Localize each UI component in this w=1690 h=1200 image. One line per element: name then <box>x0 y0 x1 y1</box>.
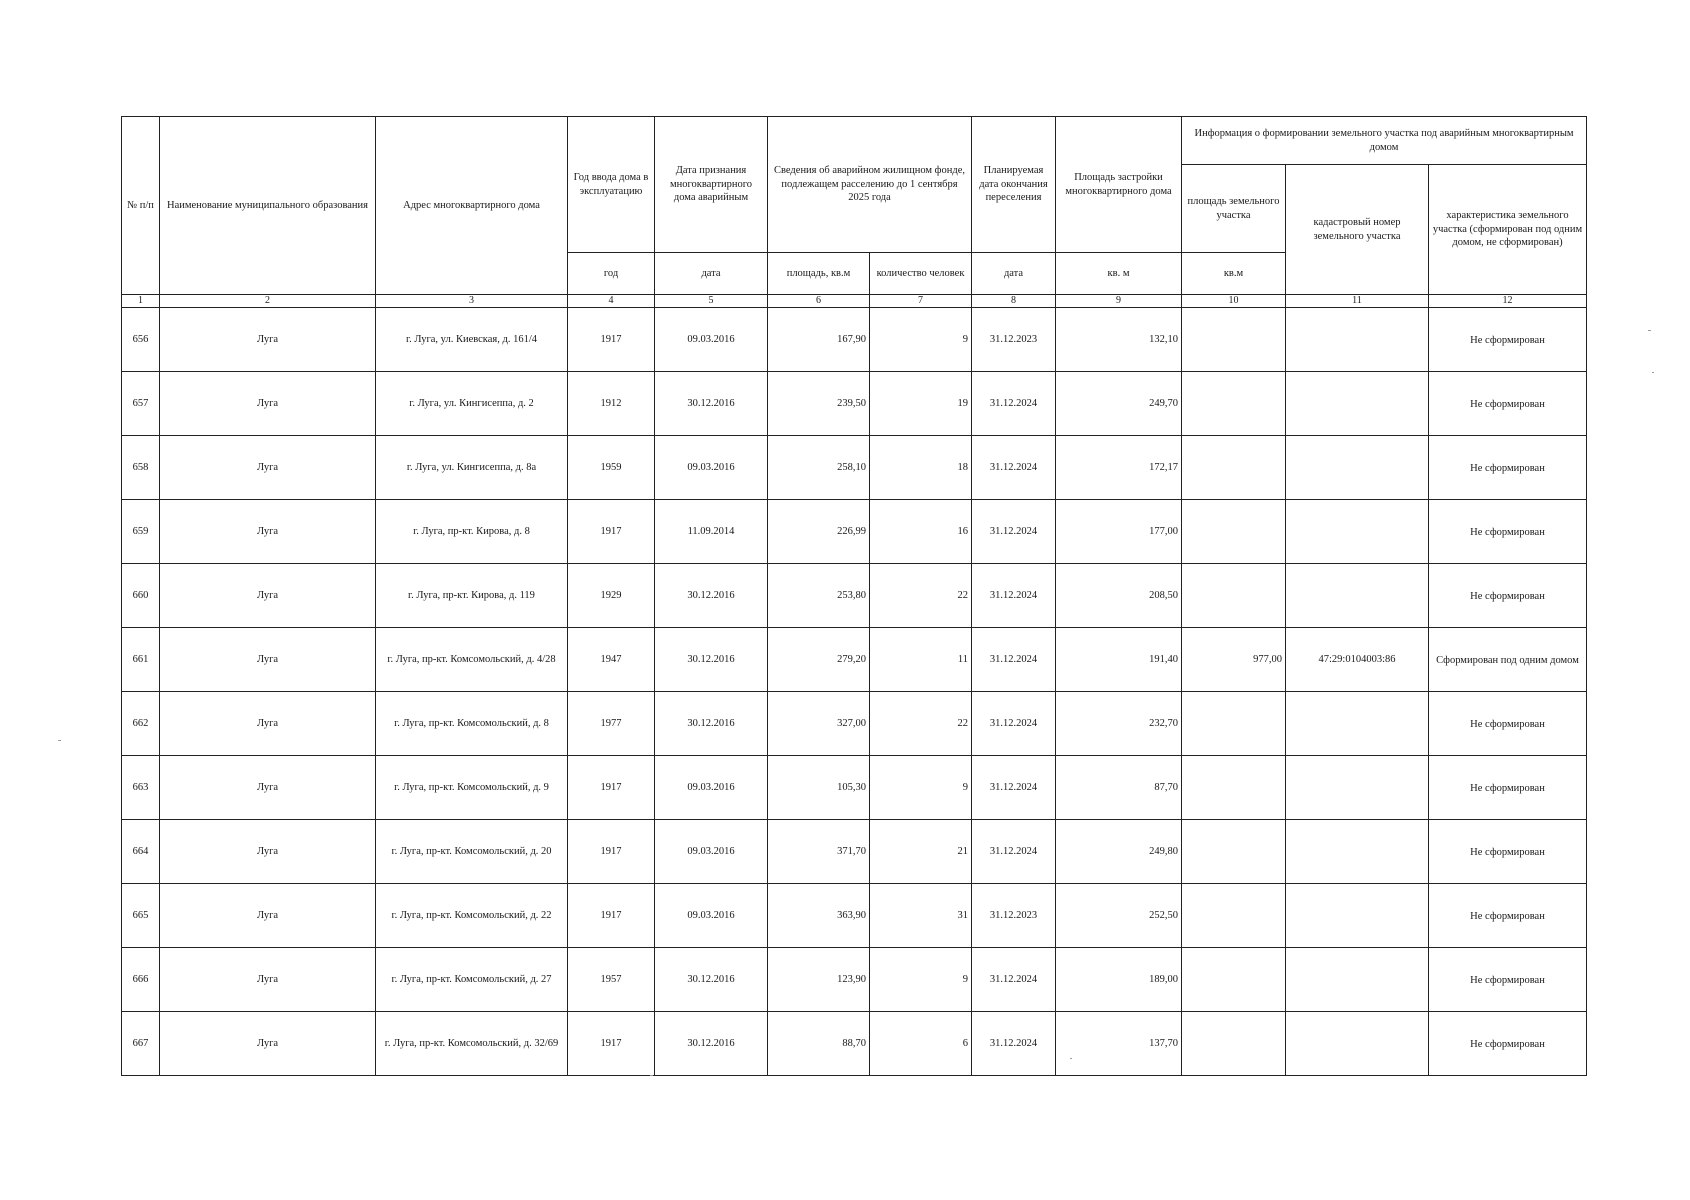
cell-land-area: 977,00 <box>1182 628 1286 692</box>
cell-address: г. Луга, пр-кт. Комсомольский, д. 22 <box>376 884 568 948</box>
cell-year-built: 1977 <box>568 692 655 756</box>
cell-date-recognized: 09.03.2016 <box>655 884 768 948</box>
cell-year-built: 1917 <box>568 756 655 820</box>
table-row <box>122 820 1587 884</box>
header-date-recognized: Дата признания многоквартирного дома аварийным <box>655 117 768 253</box>
cell-date-recognized: 30.12.2016 <box>655 628 768 692</box>
cell-built-area: 208,50 <box>1056 564 1182 628</box>
header-land-characteristic: характеристика земельного участка (сформирован под одним домом, не сформирован) <box>1429 165 1587 295</box>
cell-built-area: 249,80 <box>1056 820 1182 884</box>
unit-planned-date: дата <box>972 253 1056 295</box>
cell-land-area <box>1182 372 1286 436</box>
cell-num: 663 <box>122 756 160 820</box>
cell-year-built: 1917 <box>568 884 655 948</box>
cell-people: 11 <box>870 628 972 692</box>
table-row <box>122 500 1587 564</box>
cell-built-area: 137,70 <box>1056 1012 1182 1076</box>
cell-planned-date: 31.12.2024 <box>972 756 1056 820</box>
table-row <box>122 948 1587 1012</box>
cell-people: 31 <box>870 884 972 948</box>
cell-land-status: Не сформирован <box>1429 884 1587 948</box>
cell-people: 22 <box>870 692 972 756</box>
header-emergency-fund: Сведения об аварийном жилищном фонде, подлежащем расселению до 1 сентября 2025 года <box>768 117 972 253</box>
cell-year-built: 1917 <box>568 820 655 884</box>
scan-speck <box>650 1075 653 1076</box>
header-land-area: площадь земельного участка <box>1182 165 1286 253</box>
cell-planned-date: 31.12.2024 <box>972 372 1056 436</box>
unit-people: количество человек <box>870 253 972 295</box>
cell-built-area: 252,50 <box>1056 884 1182 948</box>
cell-address: г. Луга, пр-кт. Комсомольский, д. 27 <box>376 948 568 1012</box>
cell-planned-date: 31.12.2024 <box>972 436 1056 500</box>
cell-planned-date: 31.12.2024 <box>972 500 1056 564</box>
cell-year-built: 1957 <box>568 948 655 1012</box>
cell-num: 667 <box>122 1012 160 1076</box>
cell-people: 18 <box>870 436 972 500</box>
cell-area: 88,70 <box>768 1012 870 1076</box>
cell-municipality: Луга <box>160 628 376 692</box>
column-number: 5 <box>655 295 768 308</box>
table-row <box>122 564 1587 628</box>
cell-people: 9 <box>870 308 972 372</box>
header-planned-date: Планируемая дата окончания переселения <box>972 117 1056 253</box>
cell-people: 16 <box>870 500 972 564</box>
cell-built-area: 232,70 <box>1056 692 1182 756</box>
header-num: № п/п <box>122 117 160 295</box>
cell-address: г. Луга, пр-кт. Комсомольский, д. 8 <box>376 692 568 756</box>
cell-year-built: 1917 <box>568 308 655 372</box>
table-body <box>122 308 1587 1076</box>
cell-area: 239,50 <box>768 372 870 436</box>
cell-land-status: Сформирован под одним домом <box>1429 628 1587 692</box>
column-number: 9 <box>1056 295 1182 308</box>
cell-municipality: Луга <box>160 948 376 1012</box>
header-land-info: Информация о формировании земельного участка под аварийным многоквартирным домом <box>1182 117 1587 165</box>
header-built-area: Площадь застройки многоквартирного дома <box>1056 117 1182 253</box>
cell-cadastral <box>1286 500 1429 564</box>
cell-num: 665 <box>122 884 160 948</box>
document-sheet <box>121 116 1587 1076</box>
cell-num: 660 <box>122 564 160 628</box>
column-number: 12 <box>1429 295 1587 308</box>
cell-municipality: Луга <box>160 500 376 564</box>
cell-cadastral <box>1286 884 1429 948</box>
cell-num: 656 <box>122 308 160 372</box>
column-number: 10 <box>1182 295 1286 308</box>
unit-year: год <box>568 253 655 295</box>
cell-land-area <box>1182 692 1286 756</box>
cell-area: 105,30 <box>768 756 870 820</box>
cell-address: г. Луга, пр-кт. Комсомольский, д. 9 <box>376 756 568 820</box>
column-number: 4 <box>568 295 655 308</box>
header-cadastral: кадастровый номер земельного участка <box>1286 165 1429 295</box>
table-row <box>122 884 1587 948</box>
cell-address: г. Луга, пр-кт. Комсомольский, д. 32/69 <box>376 1012 568 1076</box>
cell-date-recognized: 09.03.2016 <box>655 820 768 884</box>
column-number: 7 <box>870 295 972 308</box>
cell-land-status: Не сформирован <box>1429 436 1587 500</box>
cell-cadastral <box>1286 1012 1429 1076</box>
cell-cadastral <box>1286 372 1429 436</box>
cell-address: г. Луга, ул. Кингисеппа, д. 2 <box>376 372 568 436</box>
cell-year-built: 1917 <box>568 1012 655 1076</box>
cell-built-area: 189,00 <box>1056 948 1182 1012</box>
cell-municipality: Луга <box>160 308 376 372</box>
cell-people: 22 <box>870 564 972 628</box>
cell-year-built: 1929 <box>568 564 655 628</box>
cell-land-area <box>1182 948 1286 1012</box>
unit-date: дата <box>655 253 768 295</box>
cell-area: 123,90 <box>768 948 870 1012</box>
cell-address: г. Луга, пр-кт. Кирова, д. 119 <box>376 564 568 628</box>
cell-land-status: Не сформирован <box>1429 820 1587 884</box>
cell-address: г. Луга, ул. Киевская, д. 161/4 <box>376 308 568 372</box>
cell-land-status: Не сформирован <box>1429 564 1587 628</box>
cell-built-area: 132,10 <box>1056 308 1182 372</box>
cell-land-status: Не сформирован <box>1429 1012 1587 1076</box>
column-number: 1 <box>122 295 160 308</box>
cell-address: г. Луга, пр-кт. Кирова, д. 8 <box>376 500 568 564</box>
cell-municipality: Луга <box>160 884 376 948</box>
cell-planned-date: 31.12.2024 <box>972 628 1056 692</box>
cell-cadastral: 47:29:0104003:86 <box>1286 628 1429 692</box>
table-row <box>122 756 1587 820</box>
scan-speck <box>1648 330 1651 331</box>
cell-area: 167,90 <box>768 308 870 372</box>
cell-land-status: Не сформирован <box>1429 500 1587 564</box>
cell-num: 661 <box>122 628 160 692</box>
cell-date-recognized: 11.09.2014 <box>655 500 768 564</box>
cell-land-area <box>1182 884 1286 948</box>
cell-planned-date: 31.12.2024 <box>972 820 1056 884</box>
cell-planned-date: 31.12.2024 <box>972 1012 1056 1076</box>
column-number: 6 <box>768 295 870 308</box>
cell-land-area <box>1182 1012 1286 1076</box>
cell-date-recognized: 30.12.2016 <box>655 692 768 756</box>
cell-date-recognized: 09.03.2016 <box>655 308 768 372</box>
cell-built-area: 191,40 <box>1056 628 1182 692</box>
cell-planned-date: 31.12.2023 <box>972 884 1056 948</box>
cell-address: г. Луга, ул. Кингисеппа, д. 8а <box>376 436 568 500</box>
cell-municipality: Луга <box>160 820 376 884</box>
cell-land-area <box>1182 756 1286 820</box>
cell-area: 327,00 <box>768 692 870 756</box>
cell-area: 258,10 <box>768 436 870 500</box>
cell-land-area <box>1182 820 1286 884</box>
cell-date-recognized: 30.12.2016 <box>655 1012 768 1076</box>
cell-built-area: 87,70 <box>1056 756 1182 820</box>
cell-num: 664 <box>122 820 160 884</box>
cell-built-area: 177,00 <box>1056 500 1182 564</box>
cell-address: г. Луга, пр-кт. Комсомольский, д. 20 <box>376 820 568 884</box>
cell-area: 371,70 <box>768 820 870 884</box>
unit-land-sqm: кв.м <box>1182 253 1286 295</box>
cell-people: 21 <box>870 820 972 884</box>
table-row <box>122 436 1587 500</box>
cell-area: 226,99 <box>768 500 870 564</box>
cell-num: 662 <box>122 692 160 756</box>
cell-address: г. Луга, пр-кт. Комсомольский, д. 4/28 <box>376 628 568 692</box>
column-number: 8 <box>972 295 1056 308</box>
cell-area: 279,20 <box>768 628 870 692</box>
cell-cadastral <box>1286 820 1429 884</box>
column-number: 2 <box>160 295 376 308</box>
table-row <box>122 372 1587 436</box>
cell-land-status: Не сформирован <box>1429 308 1587 372</box>
table-row <box>122 628 1587 692</box>
cell-municipality: Луга <box>160 372 376 436</box>
cell-date-recognized: 09.03.2016 <box>655 436 768 500</box>
cell-land-status: Не сформирован <box>1429 948 1587 1012</box>
cell-people: 9 <box>870 948 972 1012</box>
cell-people: 9 <box>870 756 972 820</box>
cell-land-area <box>1182 564 1286 628</box>
cell-year-built: 1912 <box>568 372 655 436</box>
emergency-housing-table <box>121 116 1587 1076</box>
cell-planned-date: 31.12.2024 <box>972 948 1056 1012</box>
cell-people: 19 <box>870 372 972 436</box>
cell-num: 659 <box>122 500 160 564</box>
scan-speck <box>1070 1058 1072 1059</box>
cell-year-built: 1947 <box>568 628 655 692</box>
table-row <box>122 308 1587 372</box>
unit-area: площадь, кв.м <box>768 253 870 295</box>
column-number: 3 <box>376 295 568 308</box>
cell-land-status: Не сформирован <box>1429 756 1587 820</box>
cell-planned-date: 31.12.2023 <box>972 308 1056 372</box>
cell-date-recognized: 30.12.2016 <box>655 372 768 436</box>
cell-planned-date: 31.12.2024 <box>972 692 1056 756</box>
cell-cadastral <box>1286 692 1429 756</box>
unit-built-sqm: кв. м <box>1056 253 1182 295</box>
header-address: Адрес многоквартирного дома <box>376 117 568 295</box>
cell-land-status: Не сформирован <box>1429 692 1587 756</box>
cell-municipality: Луга <box>160 756 376 820</box>
cell-municipality: Луга <box>160 692 376 756</box>
column-number-row <box>122 295 1587 308</box>
cell-num: 666 <box>122 948 160 1012</box>
cell-date-recognized: 30.12.2016 <box>655 948 768 1012</box>
cell-date-recognized: 30.12.2016 <box>655 564 768 628</box>
cell-municipality: Луга <box>160 1012 376 1076</box>
cell-date-recognized: 09.03.2016 <box>655 756 768 820</box>
cell-area: 363,90 <box>768 884 870 948</box>
cell-area: 253,80 <box>768 564 870 628</box>
cell-planned-date: 31.12.2024 <box>972 564 1056 628</box>
cell-cadastral <box>1286 948 1429 1012</box>
cell-land-area <box>1182 308 1286 372</box>
scan-speck <box>1652 372 1654 373</box>
table-row <box>122 692 1587 756</box>
header-year-built: Год ввода дома в эксплуатацию <box>568 117 655 253</box>
header-municipality: Наименование муниципального образования <box>160 117 376 295</box>
scan-speck <box>58 740 61 741</box>
table-row <box>122 1012 1587 1076</box>
cell-num: 658 <box>122 436 160 500</box>
cell-municipality: Луга <box>160 564 376 628</box>
cell-cadastral <box>1286 436 1429 500</box>
cell-people: 6 <box>870 1012 972 1076</box>
cell-land-status: Не сформирован <box>1429 372 1587 436</box>
cell-year-built: 1917 <box>568 500 655 564</box>
cell-num: 657 <box>122 372 160 436</box>
cell-land-area <box>1182 436 1286 500</box>
cell-land-area <box>1182 500 1286 564</box>
cell-cadastral <box>1286 756 1429 820</box>
cell-built-area: 249,70 <box>1056 372 1182 436</box>
cell-built-area: 172,17 <box>1056 436 1182 500</box>
column-number: 11 <box>1286 295 1429 308</box>
table-header <box>122 117 1587 308</box>
cell-year-built: 1959 <box>568 436 655 500</box>
cell-municipality: Луга <box>160 436 376 500</box>
cell-cadastral <box>1286 564 1429 628</box>
cell-cadastral <box>1286 308 1429 372</box>
